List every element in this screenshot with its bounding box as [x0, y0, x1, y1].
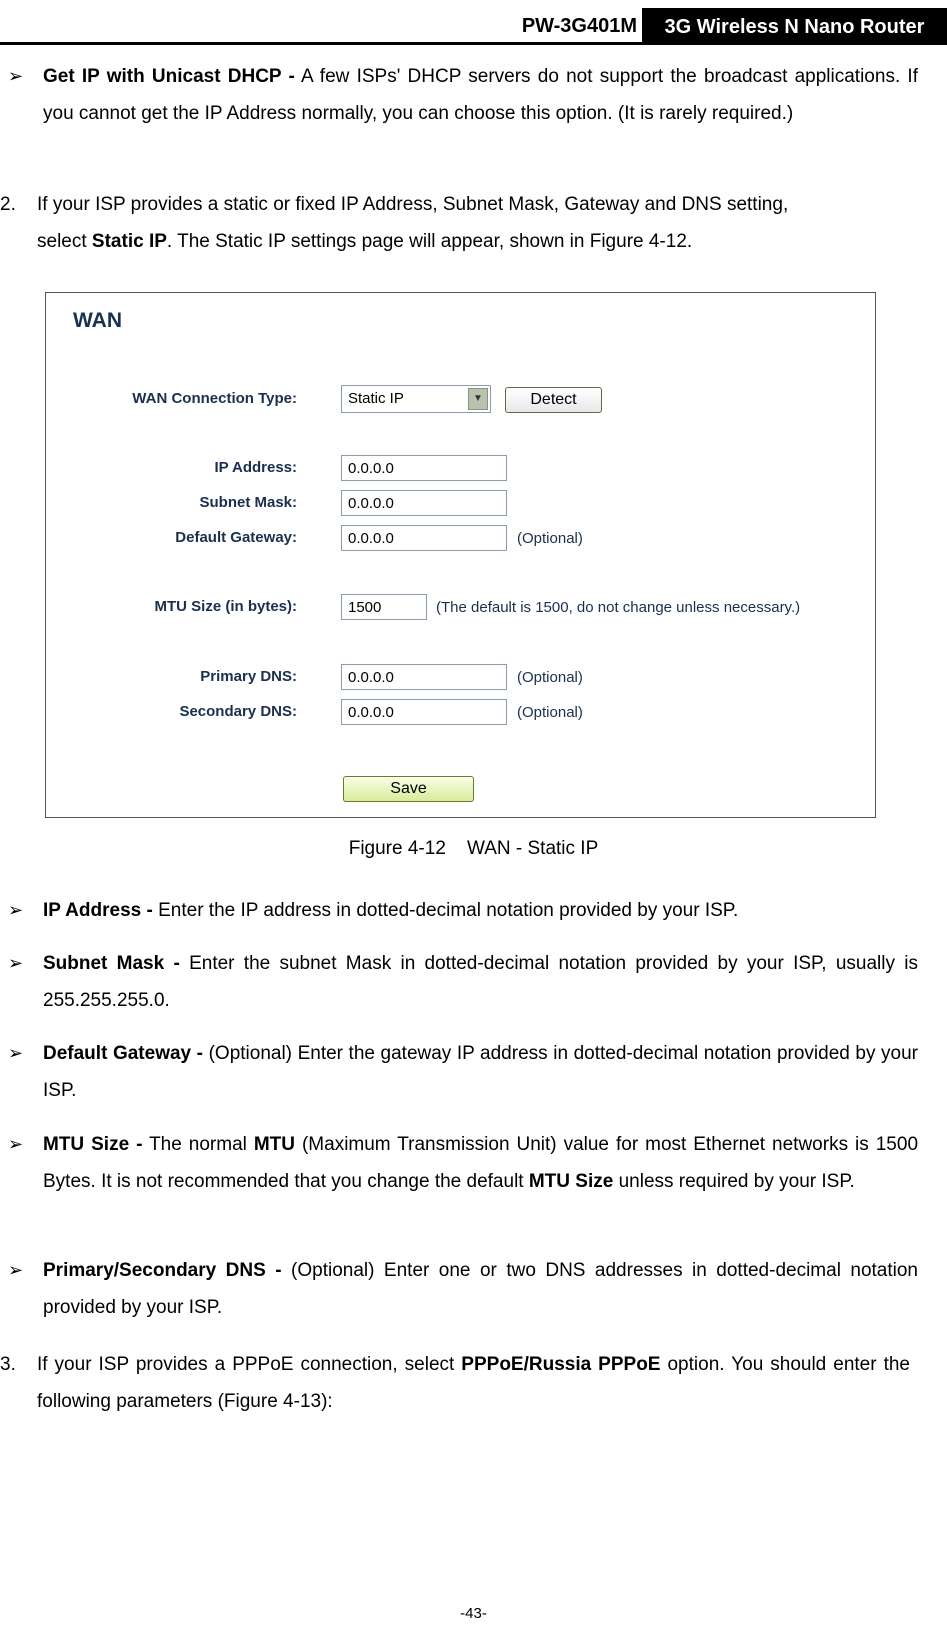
bullet-bold: MTU: [253, 1134, 295, 1155]
gateway-input[interactable]: 0.0.0.0: [341, 525, 507, 551]
bullet-arrow-icon: ➢: [8, 1260, 24, 1280]
step-body: [37, 1346, 910, 1420]
bullet-term: Subnet Mask -: [43, 953, 180, 974]
bullet-term: Default Gateway -: [43, 1043, 204, 1064]
bullet-body: [43, 1035, 918, 1109]
bullet-body: [43, 1126, 918, 1200]
bullet-term: Get IP with Unicast DHCP -: [43, 66, 295, 87]
step-pre: select: [37, 231, 92, 252]
step-post: option. You should enter the following parameters (Figure 4-13):: [37, 1354, 910, 1412]
primary-dns-note: (Optional): [517, 669, 583, 686]
bullet-term: IP Address -: [43, 900, 153, 921]
gateway-label: Default Gateway:: [175, 529, 297, 546]
bullet-term: Primary/Secondary DNS -: [43, 1260, 282, 1281]
secondary-dns-note: (Optional): [517, 704, 583, 721]
header-product: 3G Wireless N Nano Router: [642, 8, 947, 42]
secondary-dns-input[interactable]: 0.0.0.0: [341, 699, 507, 725]
bullet-arrow-icon: ➢: [8, 1043, 24, 1063]
mtu-note: (The default is 1500, do not change unless necessary.): [436, 599, 801, 616]
wan-static-ip-figure: [45, 292, 876, 818]
page-number: -43-: [460, 1605, 487, 1622]
detect-button[interactable]: Detect: [505, 387, 602, 413]
figure-caption: Figure 4-12 WAN - Static IP: [348, 838, 599, 859]
page-header: [0, 8, 947, 45]
ip-address-label: IP Address:: [214, 459, 297, 476]
header-model: PW-3G401M: [521, 15, 637, 37]
bullet-arrow-icon: ➢: [8, 66, 24, 86]
step-bold: Static IP: [91, 231, 167, 252]
bullet-arrow-icon: ➢: [8, 953, 24, 973]
chevron-down-icon[interactable]: ▼: [468, 388, 488, 410]
bullet-body: [43, 1252, 918, 1326]
bullet-text: Enter the IP address in dotted-decimal notation provided by your ISP.: [152, 900, 739, 921]
bullet-body: [43, 58, 918, 132]
step-line1: If your ISP provides a static or fixed IP Address, Subnet Mask, Gateway and DNS setting,: [37, 194, 789, 215]
subnet-mask-input[interactable]: 0.0.0.0: [341, 490, 507, 516]
bullet-text: (Optional) Enter one or two DNS addresses in dotted-decimal notation provided by your ISP.: [43, 1260, 918, 1318]
bullet-arrow-icon: ➢: [8, 900, 24, 920]
bullet-text: (Maximum Transmission Unit) value for most Ethernet networks is 1500 Bytes. It is not recommended that you change the default: [43, 1134, 919, 1192]
figure-title: WAN: [73, 309, 122, 332]
ip-address-input[interactable]: 0.0.0.0: [341, 455, 507, 481]
step-number: 3.: [0, 1354, 16, 1375]
bullet-body: [43, 892, 918, 929]
primary-dns-input[interactable]: 0.0.0.0: [341, 664, 507, 690]
bullet-bold: MTU Size: [528, 1171, 614, 1192]
gateway-note: (Optional): [517, 530, 583, 547]
step-bold: PPPoE/Russia PPPoE: [461, 1354, 661, 1375]
step-pre: If your ISP provides a PPPoE connection, select: [37, 1354, 462, 1375]
secondary-dns-label: Secondary DNS:: [179, 703, 297, 720]
bullet-text: The normal: [142, 1134, 254, 1155]
mtu-input[interactable]: 1500: [341, 594, 427, 620]
bullet-text: (Optional) Enter the gateway IP address in dotted-decimal notation provided by your ISP.: [43, 1043, 918, 1101]
bullet-arrow-icon: ➢: [8, 1134, 24, 1154]
conn-type-value: Static IP: [348, 390, 404, 407]
bullet-text: Enter the subnet Mask in dotted-decimal notation provided by your ISP, usually is 255.255.255.0.: [43, 953, 918, 1011]
bullet-body: [43, 945, 918, 1019]
conn-type-select[interactable]: [341, 385, 491, 413]
subnet-mask-label: Subnet Mask:: [199, 494, 297, 511]
bullet-text: unless required by your ISP.: [613, 1171, 855, 1192]
step-number: 2.: [0, 194, 16, 215]
bullet-term: MTU Size -: [43, 1134, 143, 1155]
mtu-label: MTU Size (in bytes):: [154, 598, 297, 615]
bullet-text: A few ISPs' DHCP servers do not support the broadcast applications. If you cannot get the IP Address normally, you can choose this option. (It is rarely required.): [43, 66, 918, 124]
conn-type-label: WAN Connection Type:: [132, 390, 297, 407]
step-post: . The Static IP settings page will appear, shown in Figure 4-12.: [166, 231, 693, 252]
step-body: [37, 186, 910, 260]
primary-dns-label: Primary DNS:: [200, 668, 297, 685]
save-button[interactable]: Save: [343, 776, 474, 802]
